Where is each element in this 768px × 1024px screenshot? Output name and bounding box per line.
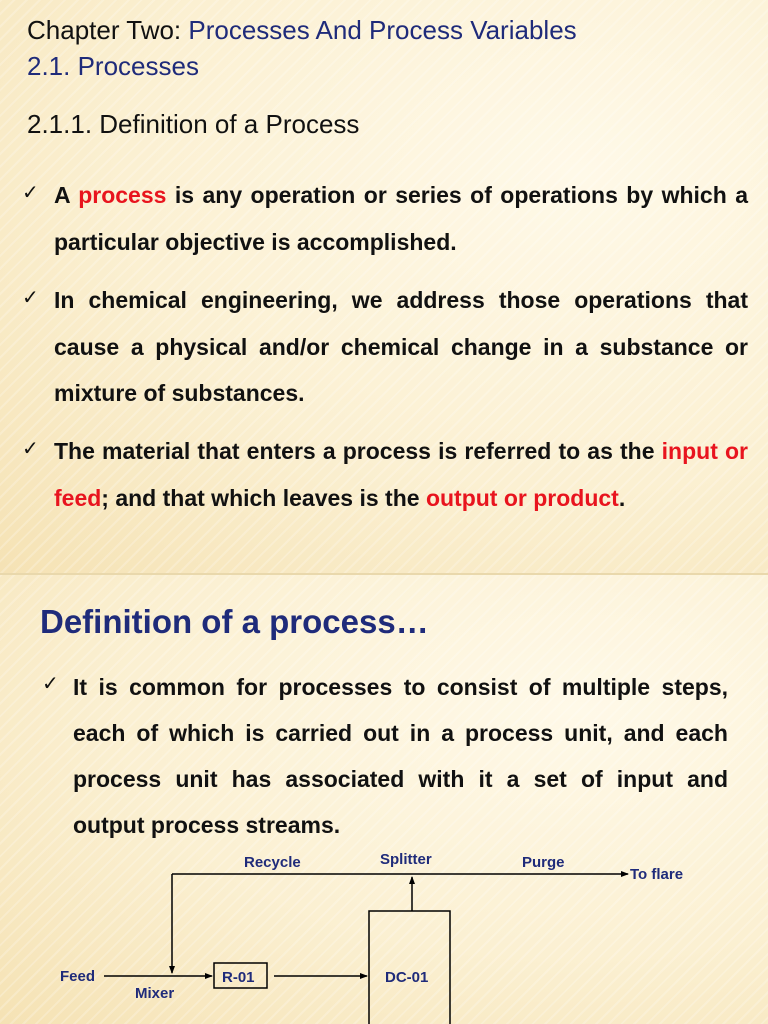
bullet-text: In chemical engineering, we address those operations that cause a physical and/or chemical change in a substance or mixture of substances.: [54, 287, 748, 406]
check-icon: ✓: [22, 287, 39, 309]
column-box: [369, 911, 450, 1024]
highlight-input-feed: input or feed: [54, 438, 748, 511]
bullet-text-start: A: [54, 182, 79, 208]
highlight-process: process: [78, 182, 167, 208]
slide-title: Definition of a process…: [40, 603, 429, 640]
highlight-output-product: output or product: [425, 484, 619, 511]
bullet-text-pre: The material that enters a process is referred to as the: [54, 438, 662, 464]
check-icon: ✓: [22, 182, 39, 204]
check-icon: ✓: [22, 438, 39, 460]
column-label: DC-01: [385, 969, 429, 986]
bullet-text-mid: ; and that which leaves is the: [101, 484, 426, 511]
check-icon: ✓: [42, 673, 59, 695]
to-flare-label: To flare: [630, 866, 684, 883]
section-heading: 2.1. Processes: [27, 51, 199, 81]
bullet-text: [54, 172, 748, 265]
reactor-label: R-01: [222, 969, 255, 986]
bullet-text-rest: is any operation or series of operations by which a particular objective is accomplished.: [54, 182, 748, 255]
bullet-text: It is common for processes to consist of multiple steps, each of which is carried out in a process unit, and each process unit has associated with it a set of input and output process streams.: [73, 674, 728, 838]
splitter-label: Splitter: [380, 851, 432, 868]
chapter-heading: [27, 14, 577, 46]
mixer-label: Mixer: [135, 985, 175, 1002]
chapter-title: Processes And Process Variables: [188, 15, 577, 45]
recycle-label: Recycle: [244, 854, 301, 871]
subsection-heading: 2.1.1. Definition of a Process: [27, 109, 360, 139]
process-flow-diagram: [0, 575, 768, 1024]
slide-2: [0, 575, 768, 1024]
bullet-text-end: .: [618, 484, 626, 511]
bullet-text: [54, 428, 748, 521]
feed-label: Feed: [60, 968, 96, 985]
purge-label: Purge: [522, 854, 565, 871]
chapter-prefix: Chapter Two:: [27, 15, 189, 45]
